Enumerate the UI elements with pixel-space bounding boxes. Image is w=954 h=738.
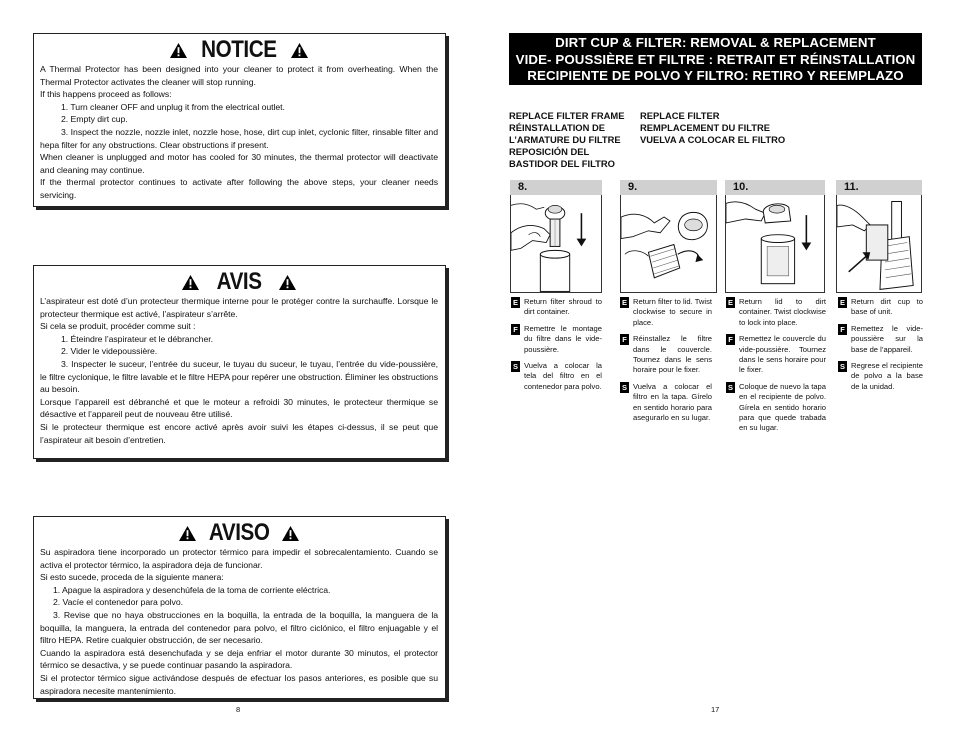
warning-icon <box>170 43 187 58</box>
notice-step: 2. Empty dirt cup. <box>61 114 128 125</box>
instruction-text: Remettez le couvercle du vide-poussière. Tournez dans le sens horaire pour le fixer. <box>739 334 826 375</box>
lang-badge-f: F <box>620 334 629 345</box>
warning-icon <box>182 275 199 290</box>
banner-line-es: RECIPIENTE DE POLVO Y FILTRO: RETIRO Y REEMPLAZO <box>527 68 904 83</box>
instruction-text: Return filter to lid. Twist clockwise to secure in place. <box>633 297 712 327</box>
avis-title: AVIS <box>216 268 262 295</box>
notice-title-row <box>40 37 438 63</box>
lang-badge-f: F <box>511 324 520 335</box>
step-8-bar: 8. <box>510 180 602 195</box>
notice-box <box>33 33 446 207</box>
step-11-bar: 11. <box>836 180 922 195</box>
heading-line: REMPLACEMENT DU FILTRE <box>640 122 771 133</box>
step-10-illustration <box>725 195 825 293</box>
heading-line: REPLACE FILTER FRAME <box>509 110 625 121</box>
warning-icon <box>282 526 299 541</box>
page-number-left: 8 <box>236 705 241 714</box>
instruction-text: Réinstallez le filtre dans le couvercle. Tournez dans le sens horaire pour le fixer. <box>633 334 712 375</box>
instruction-text: Return filter shroud to dirt container. <box>524 297 602 317</box>
step-10-instructions <box>726 297 826 440</box>
aviso-paragraph: Cuando la aspiradora está desenchufada y se deja enfriar el motor durante 30 minutos, el protector térmico se desactiva, y se puede continuar pasando la aspiradora. <box>40 647 438 671</box>
filter-shroud-illustration <box>511 195 601 292</box>
warning-icon <box>179 526 196 541</box>
avis-box <box>33 265 446 459</box>
step-11-illustration <box>836 195 922 293</box>
lang-badge-s: S <box>621 382 627 392</box>
lang-badge-f: F <box>726 334 735 345</box>
step-9-instructions <box>620 297 712 429</box>
avis-paragraph: L’aspirateur est doté d’un protecteur thermique interne pour le protéger contre la surchauffe. Lorsque le protecteur thermique est activé, l’aspirateur s’arrête. <box>40 296 438 319</box>
avis-paragraph: Lorsque l’appareil est débranché et que le moteur a refroidi 30 minutes, le protecteur thermique se désactive et l’appareil peut de nouveau être utilisé. <box>40 396 438 420</box>
step-10-bar: 10. <box>725 180 825 195</box>
instruction-english <box>620 297 712 328</box>
lang-badge-s: S <box>512 362 518 372</box>
aviso-paragraph: Su aspiradora tiene incorporado un protector térmico para impedir el sobrecalentamiento. Cuando se activa el protector térmico, la aspiradora deja de funcionar. <box>40 547 438 570</box>
aviso-step: 3. Revise que no haya obstrucciones en la boquilla, la entrada de la boquilla, la manguera de la boquilla, la manguera, la entrada del contenedor para polvo, el filtro ciclónico, el filtro enjuagable y el filtro HEPA. Retire cualquier obstrucción, de ser necesario. <box>40 609 438 646</box>
aviso-title-row <box>40 520 438 546</box>
step-8-illustration <box>510 195 602 293</box>
lang-badge-e: E <box>727 298 733 307</box>
avis-title-row <box>40 269 438 295</box>
notice-title: NOTICE <box>201 36 277 63</box>
aviso-paragraph: Si esto sucede, proceda de la siguiente manera: <box>40 572 224 583</box>
instruction-text: Vuelva a colocar el filtro en la tapa. Gírelo en sentido horario para asegurarlo en su lugar. <box>633 381 712 423</box>
notice-paragraph: A Thermal Protector has been designed into your cleaner to protect it from overheating. When the Thermal Protector activates the cleaner will stop running. <box>40 64 438 87</box>
instruction-english <box>726 297 826 328</box>
instruction-english <box>838 297 923 318</box>
heading-line: VUELVA A COLOCAR EL FILTRO <box>640 134 786 145</box>
aviso-paragraph: Si el protector térmico sigue activándose después de efectuar los pasos anteriores, es posible que su aspiradora necesite mantenimiento. <box>40 672 438 696</box>
lang-badge-e: E <box>621 298 627 307</box>
notice-paragraph: If the thermal protector continues to activate after following the above steps, your cleaner needs servicing. <box>40 177 438 200</box>
heading-line: REPLACE FILTER <box>640 110 720 121</box>
notice-paragraph: If this happens proceed as follows: <box>40 89 172 100</box>
dirt-cup-base-illustration <box>837 195 921 292</box>
instruction-english <box>511 297 602 318</box>
instruction-text: Vuelva a colocar la tela del filtro en el contenedor para polvo. <box>524 361 602 391</box>
instruction-french <box>511 324 602 355</box>
step-9-illustration <box>620 195 717 293</box>
lang-badge-e: E <box>512 298 518 307</box>
instruction-text: Coloque de nuevo la tapa en el recipiente de polvo. Gírela en sentido horario para que quede trabada en su lugar. <box>739 381 826 433</box>
banner-line-fr: VIDE- POUSSIÈRE ET FILTRE : RETRAIT ET RÉINSTALLATION <box>515 51 916 67</box>
lang-badge-e: E <box>839 298 845 307</box>
avis-paragraph: Si cela se produit, procéder comme suit : <box>40 321 196 332</box>
instruction-text: Return dirt cup to base of unit. <box>851 297 923 317</box>
avis-step: 1. Éteindre l’aspirateur et le débrancher. <box>61 333 213 344</box>
aviso-title: AVISO <box>208 519 270 546</box>
instruction-french <box>838 324 923 355</box>
heading-line: BASTIDOR DEL FILTRO <box>509 158 615 169</box>
warning-icon <box>291 43 308 58</box>
filter-lid-illustration <box>621 195 716 292</box>
notice-paragraph: When cleaner is unplugged and motor has cooled for 30 minutes, the thermal protector will deactivate and cleaning may continue. <box>40 152 438 175</box>
heading-line: L’ARMATURE DU FILTRE <box>509 134 621 145</box>
page-number-right: 17 <box>711 705 720 714</box>
avis-step: 3. Inspecter le suceur, l’entrée du suceur, le tuyau du suceur, le tuyau, l’entrée du vide-poussière, le filtre cyclonique, le filtre lavable et le filtre HEPA pour repérer une obstruction. Éliminer les obstructions au besoin. <box>40 358 438 395</box>
banner-line-en: DIRT CUP & FILTER: REMOVAL & REPLACEMENT <box>555 35 876 50</box>
warning-icon <box>279 275 296 290</box>
heading-line: RÉINSTALLATION DE <box>509 122 605 133</box>
instruction-french <box>620 334 712 376</box>
aviso-step: 2. Vacíe el contenedor para polvo. <box>53 597 183 608</box>
instruction-text: Regrese el recipiente de polvo a la base de la unidad. <box>851 361 923 391</box>
section-banner <box>509 33 922 85</box>
instruction-text: Remettez le vide-poussière sur la base de l’appareil. <box>851 323 923 354</box>
instruction-french <box>726 334 826 376</box>
lang-badge-f: F <box>838 324 847 335</box>
heading-line: REPOSICIÓN DEL <box>509 146 590 157</box>
lid-container-illustration <box>726 195 824 292</box>
instruction-spanish <box>620 382 712 424</box>
instruction-spanish <box>838 361 923 392</box>
lang-badge-s: S <box>839 362 845 372</box>
step-8-instructions <box>511 297 602 398</box>
instruction-spanish <box>726 382 826 434</box>
notice-step: 1. Turn cleaner OFF and unplug it from the electrical outlet. <box>61 101 285 112</box>
instruction-text: Return lid to dirt container. Twist clockwise to lock into place. <box>739 297 826 327</box>
step-9-bar: 9. <box>620 180 717 195</box>
instruction-text: Remettre le montage du filtre dans le vide-poussière. <box>524 323 602 354</box>
instruction-spanish <box>511 361 602 392</box>
heading-replace-filter <box>640 110 785 146</box>
lang-badge-s: S <box>727 382 733 392</box>
notice-step: 3. Inspect the nozzle, nozzle inlet, nozzle hose, hose, dirt cup inlet, cyclonic filter, rinsable filter and hepa filter for any obstructions. Clear obstructions if present. <box>40 126 438 150</box>
aviso-box <box>33 516 446 699</box>
aviso-step: 1. Apague la aspiradora y desenchúfela de la toma de corriente eléctrica. <box>53 584 331 595</box>
avis-step: 2. Vider le videpoussière. <box>61 346 158 357</box>
heading-replace-filter-frame <box>509 110 624 170</box>
step-11-instructions <box>838 297 923 398</box>
avis-paragraph: Si le protecteur thermique est encore activé après avoir suivi les étapes ci-dessus, il se peut que l’aspirateur ait besoin d’entretien. <box>40 421 438 445</box>
